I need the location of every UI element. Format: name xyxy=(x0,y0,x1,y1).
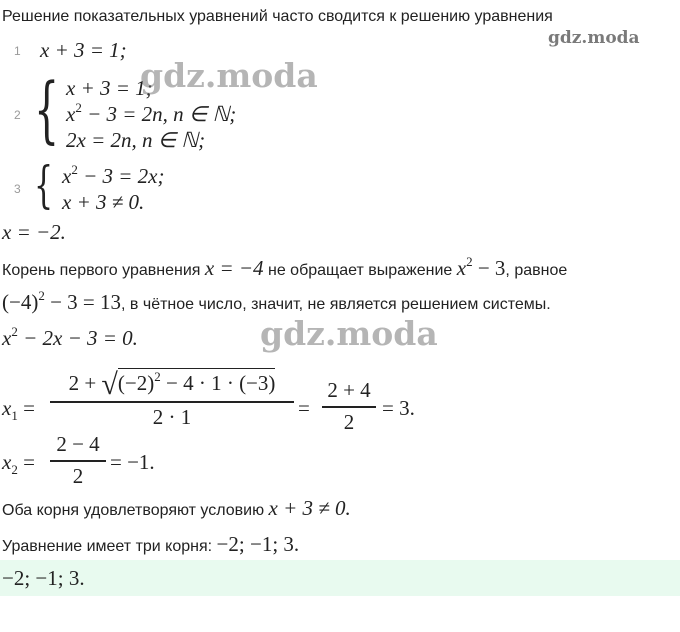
case-number-1: 1 xyxy=(14,44,21,58)
case2-line2: $x^2 - 3 = 2n$, n ∈ ℕ; xyxy=(66,100,237,126)
case3-line2: x + 3 ≠ 0. xyxy=(62,190,145,214)
system-brace-2: { xyxy=(34,67,60,151)
answer-box xyxy=(0,560,680,596)
root1-denominator: 2 · 1 xyxy=(152,404,192,429)
quadratic-equation: $x^2 - 2x - 3 = 0$. xyxy=(2,324,138,350)
root2-lhs: $x_2$ = xyxy=(2,450,35,477)
root1-tail: = 3. xyxy=(382,396,415,420)
answer-value: −2; −1; 3. xyxy=(2,566,85,590)
watermark-large-2: gdz.moda xyxy=(260,314,438,353)
root1-fraction2: 2 + 4 2 xyxy=(322,378,376,435)
system-brace-3: { xyxy=(34,156,54,214)
three-roots-text: Уравнение имеет три корня: −2; −1; 3. xyxy=(2,532,300,556)
case1-equation: x + 3 = 1; xyxy=(40,38,127,62)
paragraph-line1: Корень первого уравнения x = −4 не обращает выражение $x^2 - 3$, равное xyxy=(2,254,568,280)
both-roots-text: Оба корня удовлетворяют условию x + 3 ≠ 0. xyxy=(2,496,351,520)
result-x-equals: x = −2. xyxy=(2,220,66,244)
root1-numerator: $2 + √(-2)^2 - 4 \cdot 1 \cdot (-3)$ xyxy=(68,368,276,401)
case2-line1: x + 3 = 1; xyxy=(66,76,153,100)
root2-tail: = −1. xyxy=(110,450,155,474)
case-number-3: 3 xyxy=(14,182,21,196)
watermark-large-1: gdz.moda xyxy=(140,56,318,95)
case2-line3: 2x = 2n, n ∈ ℕ; xyxy=(66,128,206,152)
root1-lhs: $x_1$ = xyxy=(2,396,35,423)
intro-text: Решение показательных уравнений часто сводится к решению уравнения xyxy=(2,8,553,25)
watermark-small: gdz.moda xyxy=(548,28,640,48)
case3-line1: $x^2 - 3 = 2x$; xyxy=(62,162,165,188)
root2-fraction: 2 − 4 2 xyxy=(50,432,106,489)
root1-fraction xyxy=(50,364,294,430)
paragraph-line2: $(-4)^2 - 3 = 13$, в чётное число, значит, не является решением системы. xyxy=(2,288,551,314)
root1-eq2: = xyxy=(298,396,310,420)
case-number-2: 2 xyxy=(14,108,21,122)
